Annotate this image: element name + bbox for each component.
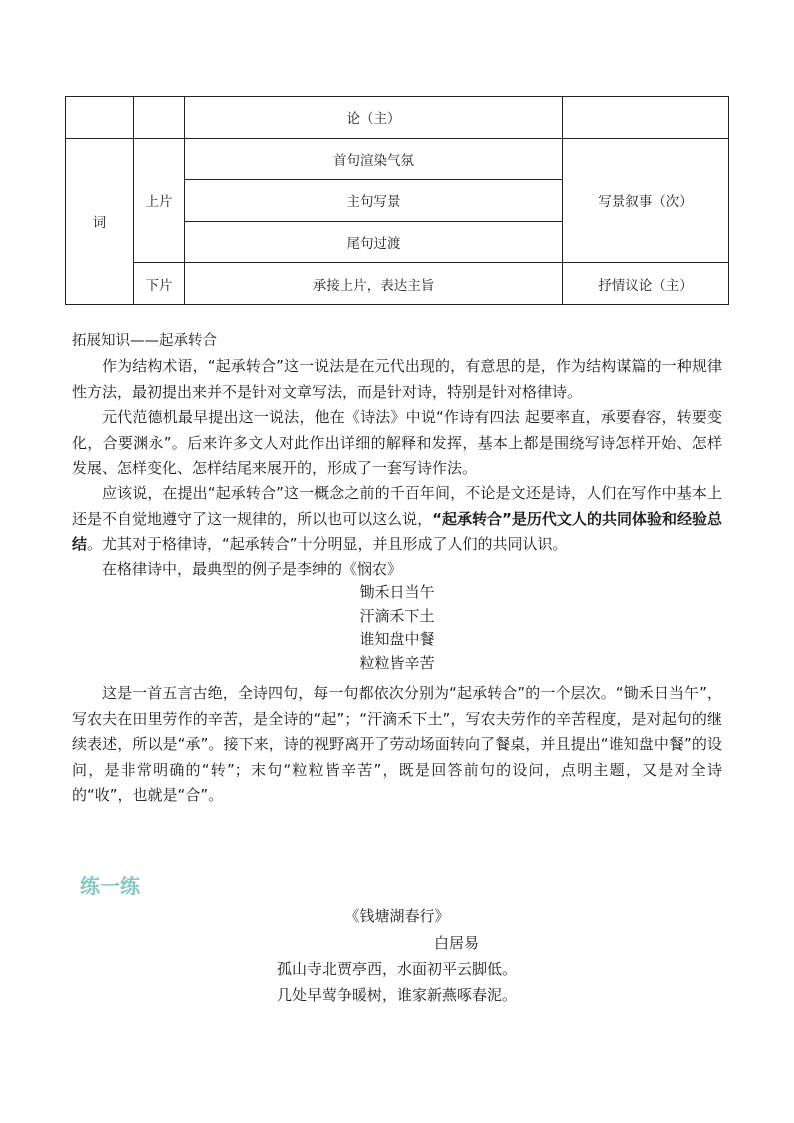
table-row <box>66 263 729 305</box>
paragraph: 在格律诗中，最典型的例子是李绅的《悯农》 <box>102 560 403 578</box>
poem-title: 《钱塘湖春行》 <box>344 907 450 925</box>
table-cell: 尾句过渡 <box>185 221 563 263</box>
poem-minnong <box>0 581 794 675</box>
table-row <box>66 97 729 139</box>
paragraph: 应该说，在提出“起承转合”这一概念之前的千百年间，不论是文还是诗，人们在写作中基本上还是不自觉地遵守了这一规律的，所以也可以这么说，“起承转合”是历代文人的共同体验和经验总结。尤其对于格律诗，“起承转合”十分明显，并且形成了人们的共同认识。 <box>72 484 722 553</box>
table-cell: 主句写景 <box>185 180 563 222</box>
table-row <box>66 138 729 180</box>
poem-line: 孤山寺北贾亭西，水面初平云脚低。 <box>276 960 517 978</box>
poem-line: 锄禾日当午 <box>359 583 435 601</box>
structure-table <box>65 96 729 305</box>
poem-line: 几处早莺争暖树，谁家新燕啄春泥。 <box>276 986 517 1004</box>
bold-emphasis: “起承转合”是历代文人的共同体验和经验总结 <box>72 509 722 553</box>
xiapian-label: 下片 <box>134 263 185 305</box>
poem-line: 粒粒皆辛苦 <box>359 653 435 672</box>
paragraph: 元代范德机最早提出这一说法，他在《诗法》中说“作诗有四法 起要率直，承要舂容，转要变化，合要渊永”。后来许多文人对此作出详细的解释和发挥，基本上都是围绕写诗怎样开始、怎样发展、怎样变化、怎样结尾来展开的，形成了一套写诗作法。 <box>72 408 722 477</box>
table-cell: 承接上片，表达主旨 <box>185 263 563 305</box>
xiapian-function: 抒情议论（主） <box>563 263 729 305</box>
paragraph: 这是一首五言古绝，全诗四句，每一句都依次分别为“起承转合”的一个层次。“锄禾日当午”，写农夫在田里劳作的辛苦，是全诗的“起”；“汗滴禾下土”，写农夫劳作的辛苦程度，是对起句的继续表述，所以是“承”。接下来，诗的视野离开了劳动场面转向了餐桌，并且提出“谁知盘中餐”的设问，是非常明确的“转”；末句“粒粒皆辛苦”，既是回答前句的设问，点明主题，又是对全诗的“收”，也就是“合”。 <box>72 684 722 804</box>
paragraph: 作为结构术语，“起承转合”这一说法是在元代出现的，有意思的是，作为结构谋篇的一种规律性方法，最初提出来并不是针对文章写法，而是针对诗，特别是针对格律诗。 <box>72 357 722 401</box>
table-cell: 首句渲染气氛 <box>185 138 563 180</box>
poem-author: 白居易 <box>434 934 480 952</box>
shangpian-label: 上片 <box>134 138 185 263</box>
shangpian-function: 写景叙事（次） <box>563 138 729 263</box>
section-heading: 拓展知识——起承转合 <box>72 333 217 349</box>
poem-line: 汗滴禾下土 <box>359 606 435 625</box>
ci-label: 词 <box>66 138 134 304</box>
practice-heading: 练一练 <box>80 874 140 898</box>
table-cell: 论（主） <box>185 97 563 139</box>
poem-line: 谁知盘中餐 <box>359 630 435 648</box>
